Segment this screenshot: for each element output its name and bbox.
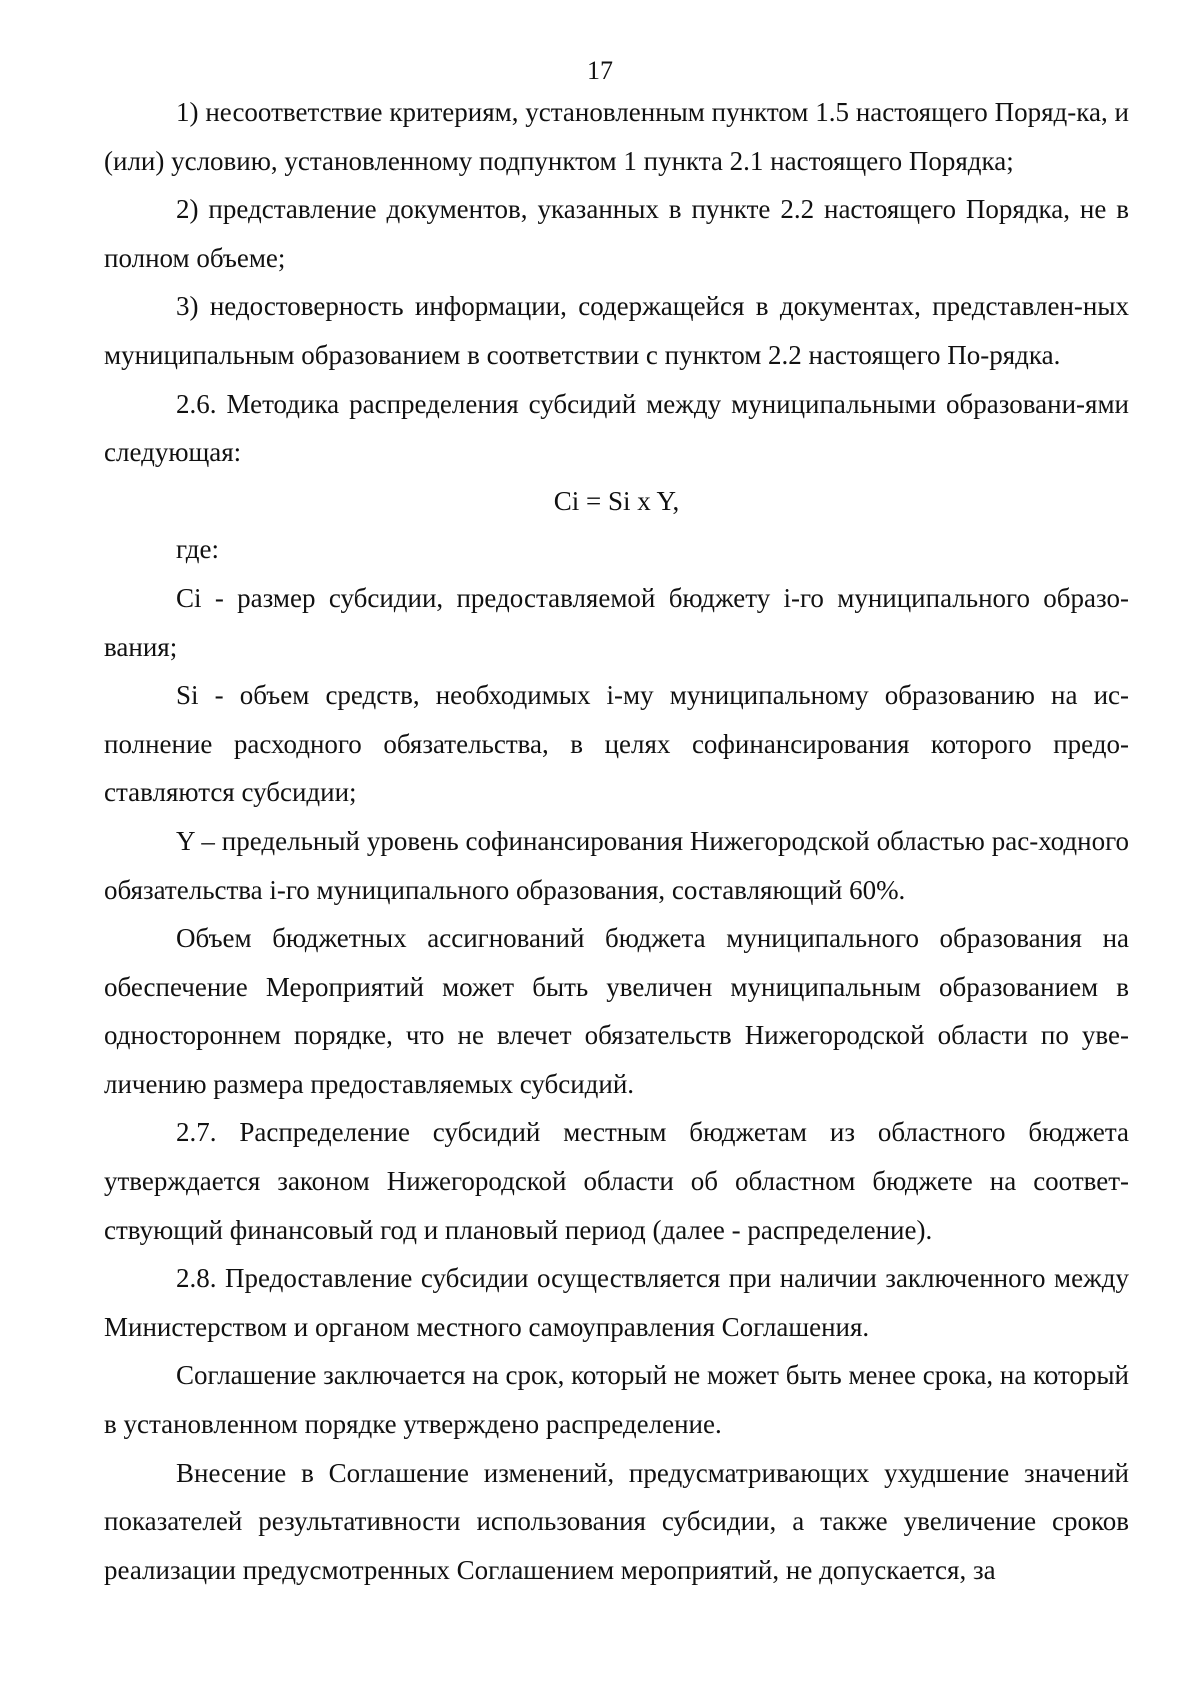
paragraph-item-2: 2) представление документов, указанных в пункте 2.2 настоящего Порядка, не в полном объеме;	[104, 194, 1129, 273]
paragraph-item-1: 1) несоответствие критериям, установленным пунктом 1.5 настоящего Поряд-ка, и (или) условию, установленному подпунктом 1 пункта 2.1 настоящего Порядка;	[104, 97, 1129, 176]
definition-y: Y – предельный уровень софинансирования Нижегородской областью рас-ходного обязательства i-го муниципального образования, составляющий 60%.	[104, 825, 1129, 905]
formula: Ci = Si x Y,	[553, 485, 680, 516]
page-number: 17	[587, 56, 613, 85]
paragraph-budget-volume: Объем бюджетных ассигнований бюджета муниципального образования на обеспечение Мероприятий может быть увеличен муниципальным образованием в одностороннем порядке, что не влечет обязательств Нижегородской области по уве-личению размера предоставляемых субсидий.	[104, 923, 1129, 1099]
document-body	[104, 88, 1129, 1594]
where-label: где:	[176, 534, 219, 565]
paragraph-item-3: 3) недостоверность информации, содержащейся в документах, представлен-ных муниципальным образованием в соответствии с пунктом 2.2 настоящего По-рядка.	[104, 291, 1129, 370]
paragraph-section-2-6: 2.6. Методика распределения субсидий между муниципальными образовани-ями следующая:	[104, 388, 1129, 468]
definition-si: Si - объем средств, необходимых i-му муниципальному образованию на ис-полнение расходного обязательства, в целях софинансирования которого предо-ставляются субсидии;	[104, 680, 1129, 808]
paragraph-agreement-term: Соглашение заключается на срок, который не может быть менее срока, на который в установленном порядке утверждено распределение.	[104, 1360, 1129, 1440]
paragraph-section-2-7: 2.7. Распределение субсидий местным бюджетам из областного бюджета утверждается законом Нижегородской области об областном бюджете на соответ-ствующий финансовый год и плановый период (далее - распределение).	[104, 1117, 1129, 1245]
definition-ci: Ci - размер субсидии, предоставляемой бюджету i-го муниципального образо-вания;	[104, 582, 1129, 662]
paragraph-section-2-8: 2.8. Предоставление субсидии осуществляется при наличии заключенного между Министерством и органом местного самоуправления Соглашения.	[104, 1263, 1129, 1342]
paragraph-agreement-changes: Внесение в Соглашение изменений, предусматривающих ухудшение значений показателей результативности использования субсидии, а также увеличение сроков реализации предусмотренных Соглашением мероприятий, не допускается, за	[104, 1457, 1129, 1585]
